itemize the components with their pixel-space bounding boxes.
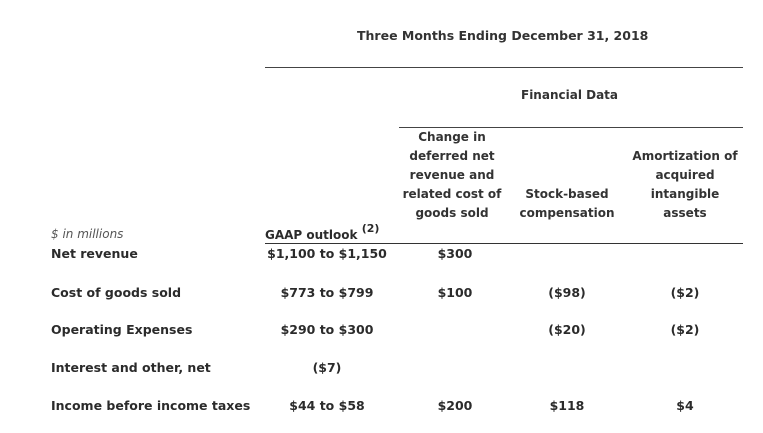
col-header-amort (624, 147, 746, 223)
row-amort: $4 (676, 398, 694, 413)
row-gaap: ($7) (312, 360, 342, 375)
group-title: Financial Data (521, 88, 619, 102)
row-gaap: $290 to $300 (280, 322, 374, 337)
col-header-gaap-text: GAAP outlook (265, 228, 358, 242)
col-header-deferred (394, 128, 510, 223)
col-header-gaap (265, 224, 379, 242)
period-rule (265, 67, 743, 68)
col-header-amort-line: intangible (650, 187, 720, 201)
col-header-stock-line: Stock-based (525, 187, 609, 201)
col-header-deferred-line: goods sold (415, 206, 489, 220)
row-stock: $118 (549, 398, 585, 413)
col-header-stock (512, 185, 622, 223)
col-header-deferred-line: deferred net (409, 149, 495, 163)
row-gaap: $773 to $799 (280, 285, 374, 300)
row-gaap: $1,100 to $1,150 (267, 246, 387, 261)
col-header-deferred-line: revenue and (409, 168, 495, 182)
row-gaap: $44 to $58 (289, 398, 365, 413)
row-deferred: $200 (437, 398, 473, 413)
row-label: Net revenue (51, 246, 138, 261)
row-deferred: $300 (437, 246, 473, 261)
row-amort: ($2) (670, 322, 700, 337)
header-rule (265, 243, 743, 244)
row-amort: ($2) (670, 285, 700, 300)
col-header-deferred-line: Change in (418, 130, 486, 144)
col-header-amort-line: assets (663, 206, 707, 220)
col-header-deferred-line: related cost of (402, 187, 502, 201)
col-header-amort-line: acquired (655, 168, 715, 182)
col-header-amort-line: Amortization of (632, 149, 738, 163)
row-stock: ($20) (548, 322, 586, 337)
col-header-stock-line: compensation (519, 206, 615, 220)
units-label: $ in millions (51, 227, 124, 241)
row-label: Interest and other, net (51, 360, 211, 375)
row-label: Operating Expenses (51, 322, 193, 337)
row-label: Cost of goods sold (51, 285, 182, 300)
row-label: Income before income taxes (51, 398, 251, 413)
row-stock: ($98) (548, 285, 586, 300)
col-header-gaap-note: (2) (361, 222, 380, 235)
row-deferred: $100 (437, 285, 473, 300)
period-title: Three Months Ending December 31, 2018 (357, 28, 649, 43)
